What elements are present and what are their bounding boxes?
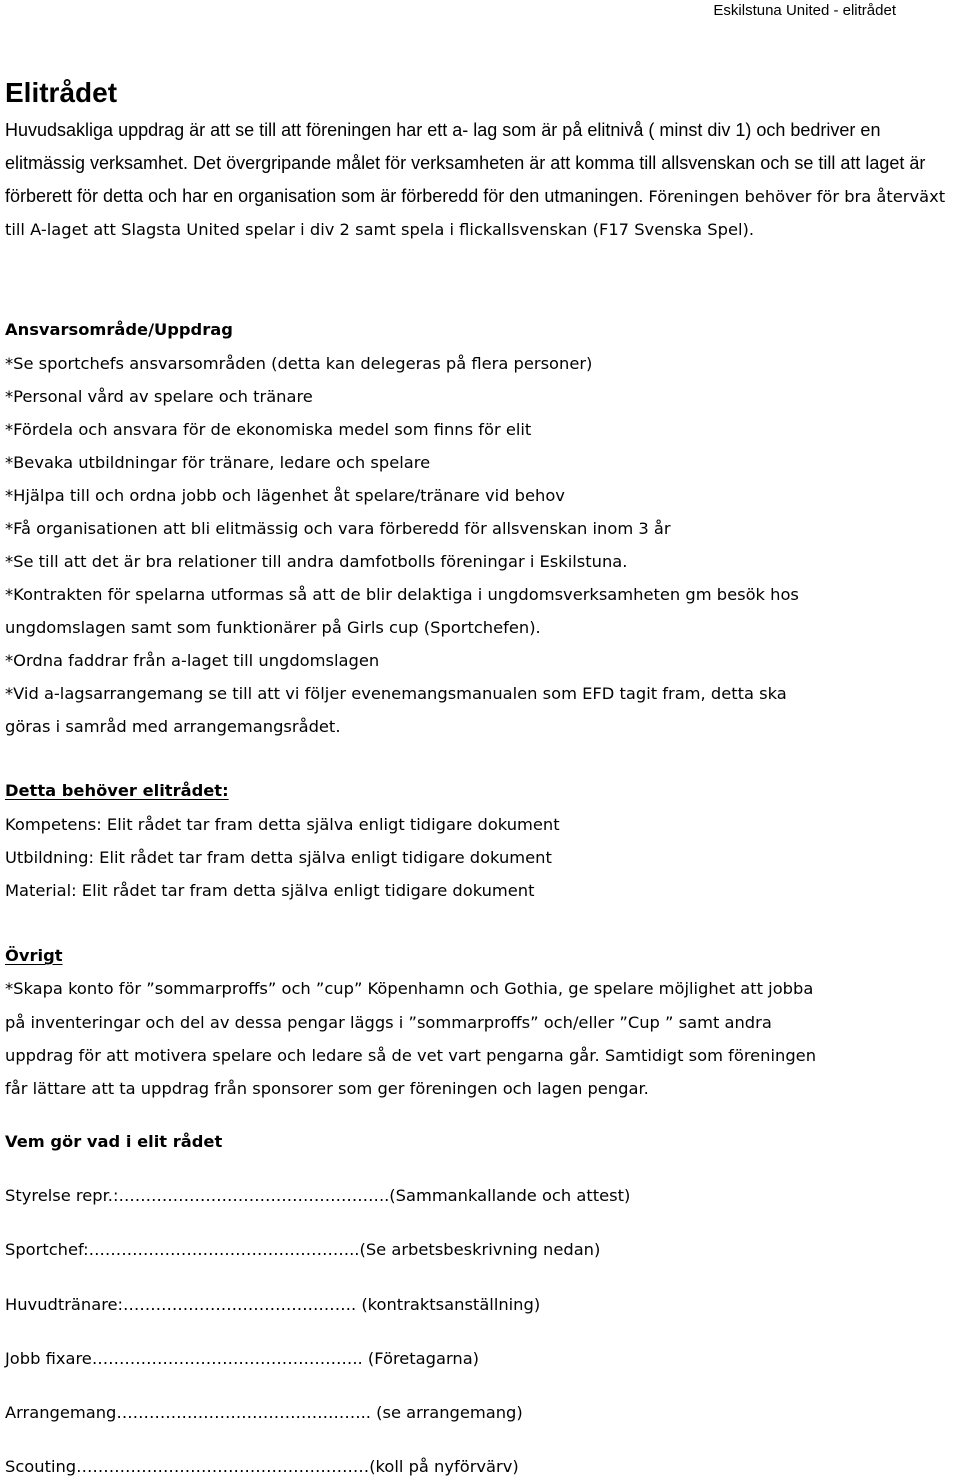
role-line-huvudtranare: Huvudtränare:……………………………………. (kontraktsanställning) [5,1295,541,1314]
ansvar-line: *Ordna faddrar från a-laget till ungdomslagen [5,651,380,670]
intro-text-part1: Huvudsakliga uppdrag är att se till att föreningen har ett a- lag som är på elitnivå ( minst div 1) och bedriver en elitmässig verksamhet. Det övergripande målet för verksamheten är att komma till allsvenskan och se till att laget är förberett för detta och har en organisation som är förberedd för den utmaningen. [5,120,926,206]
ansvar-line: ungdomslagen samt som funktionärer på Girls cup (Sportchefen). [5,618,541,637]
ovrigt-line: *Skapa konto för ”sommarproffs” och ”cup” Köpenhamn och Gothia, ge spelare möjlighet att jobba [5,979,814,998]
role-line-scouting: Scouting………………………………………………(koll på nyförvärv) [5,1457,519,1476]
intro-text-part2: Föreningen behöver för bra återväxt till A-laget att Slagsta United spelar i div 2 samt spela i flickallsvenskan (F17 Svenska Spel). [5,187,946,239]
section-heading-ovrigt: Övrigt [5,946,63,965]
ansvar-line: *Vid a-lagsarrangemang se till att vi följer evenemangsmanualen som EFD tagit fram, detta ska [5,684,787,703]
behov-line: Utbildning: Elit rådet tar fram detta själva enligt tidigare dokument [5,848,552,867]
page-title: Elitrådet [5,77,118,108]
ovrigt-line: på inventeringar och del av dessa pengar läggs i ”sommarproffs” och/eller ”Cup ” samt andra [5,1013,772,1032]
section-heading-ansvar: Ansvarsområde/Uppdrag [5,320,233,339]
running-header: Eskilstuna United - elitrådet [713,2,896,19]
section-heading-roles: Vem gör vad i elit rådet [5,1132,223,1151]
behov-line: Kompetens: Elit rådet tar fram detta själva enligt tidigare dokument [5,815,560,834]
ansvar-line: *Få organisationen att bli elitmässig och vara förberedd för allsvenskan inom 3 år [5,519,671,538]
role-line-styrelse: Styrelse repr.:…………………………………………..(Sammankallande och attest) [5,1186,631,1205]
ansvar-line: *Se sportchefs ansvarsområden (detta kan delegeras på flera personer) [5,354,593,373]
ansvar-line: *Kontrakten för spelarna utformas så att de blir delaktiga i ungdomsverksamheten gm besök hos [5,585,799,604]
ansvar-line: *Personal vård av spelare och tränare [5,387,313,406]
section-heading-behov: Detta behöver elitrådet: [5,781,229,800]
role-line-jobbfixare: Jobb fixare………………………………………….. (Företagarna) [5,1349,480,1368]
role-line-sportchef: Sportchef:…………………………………………..(Se arbetsbeskrivning nedan) [5,1240,601,1259]
ovrigt-line: får lättare att ta uppdrag från sponsorer som ger föreningen och lagen pengar. [5,1079,649,1098]
ovrigt-line: uppdrag för att motivera spelare och ledare så de vet vart pengarna går. Samtidigt som föreningen [5,1046,817,1065]
ansvar-line: *Fördela och ansvara för de ekonomiska medel som finns för elit [5,420,532,439]
behov-line: Material: Elit rådet tar fram detta själva enligt tidigare dokument [5,881,535,900]
intro-paragraph [5,114,957,246]
ansvar-line: *Se till att det är bra relationer till andra damfotbolls föreningar i Eskilstuna. [5,552,628,571]
ansvar-line: *Bevaka utbildningar för tränare, ledare och spelare [5,453,431,472]
role-line-arrangemang: Arrangemang……………………………………….. (se arrangemang) [5,1403,523,1422]
ansvar-line: *Hjälpa till och ordna jobb och lägenhet åt spelare/tränare vid behov [5,486,565,505]
ansvar-line: göras i samråd med arrangemangsrådet. [5,717,341,736]
